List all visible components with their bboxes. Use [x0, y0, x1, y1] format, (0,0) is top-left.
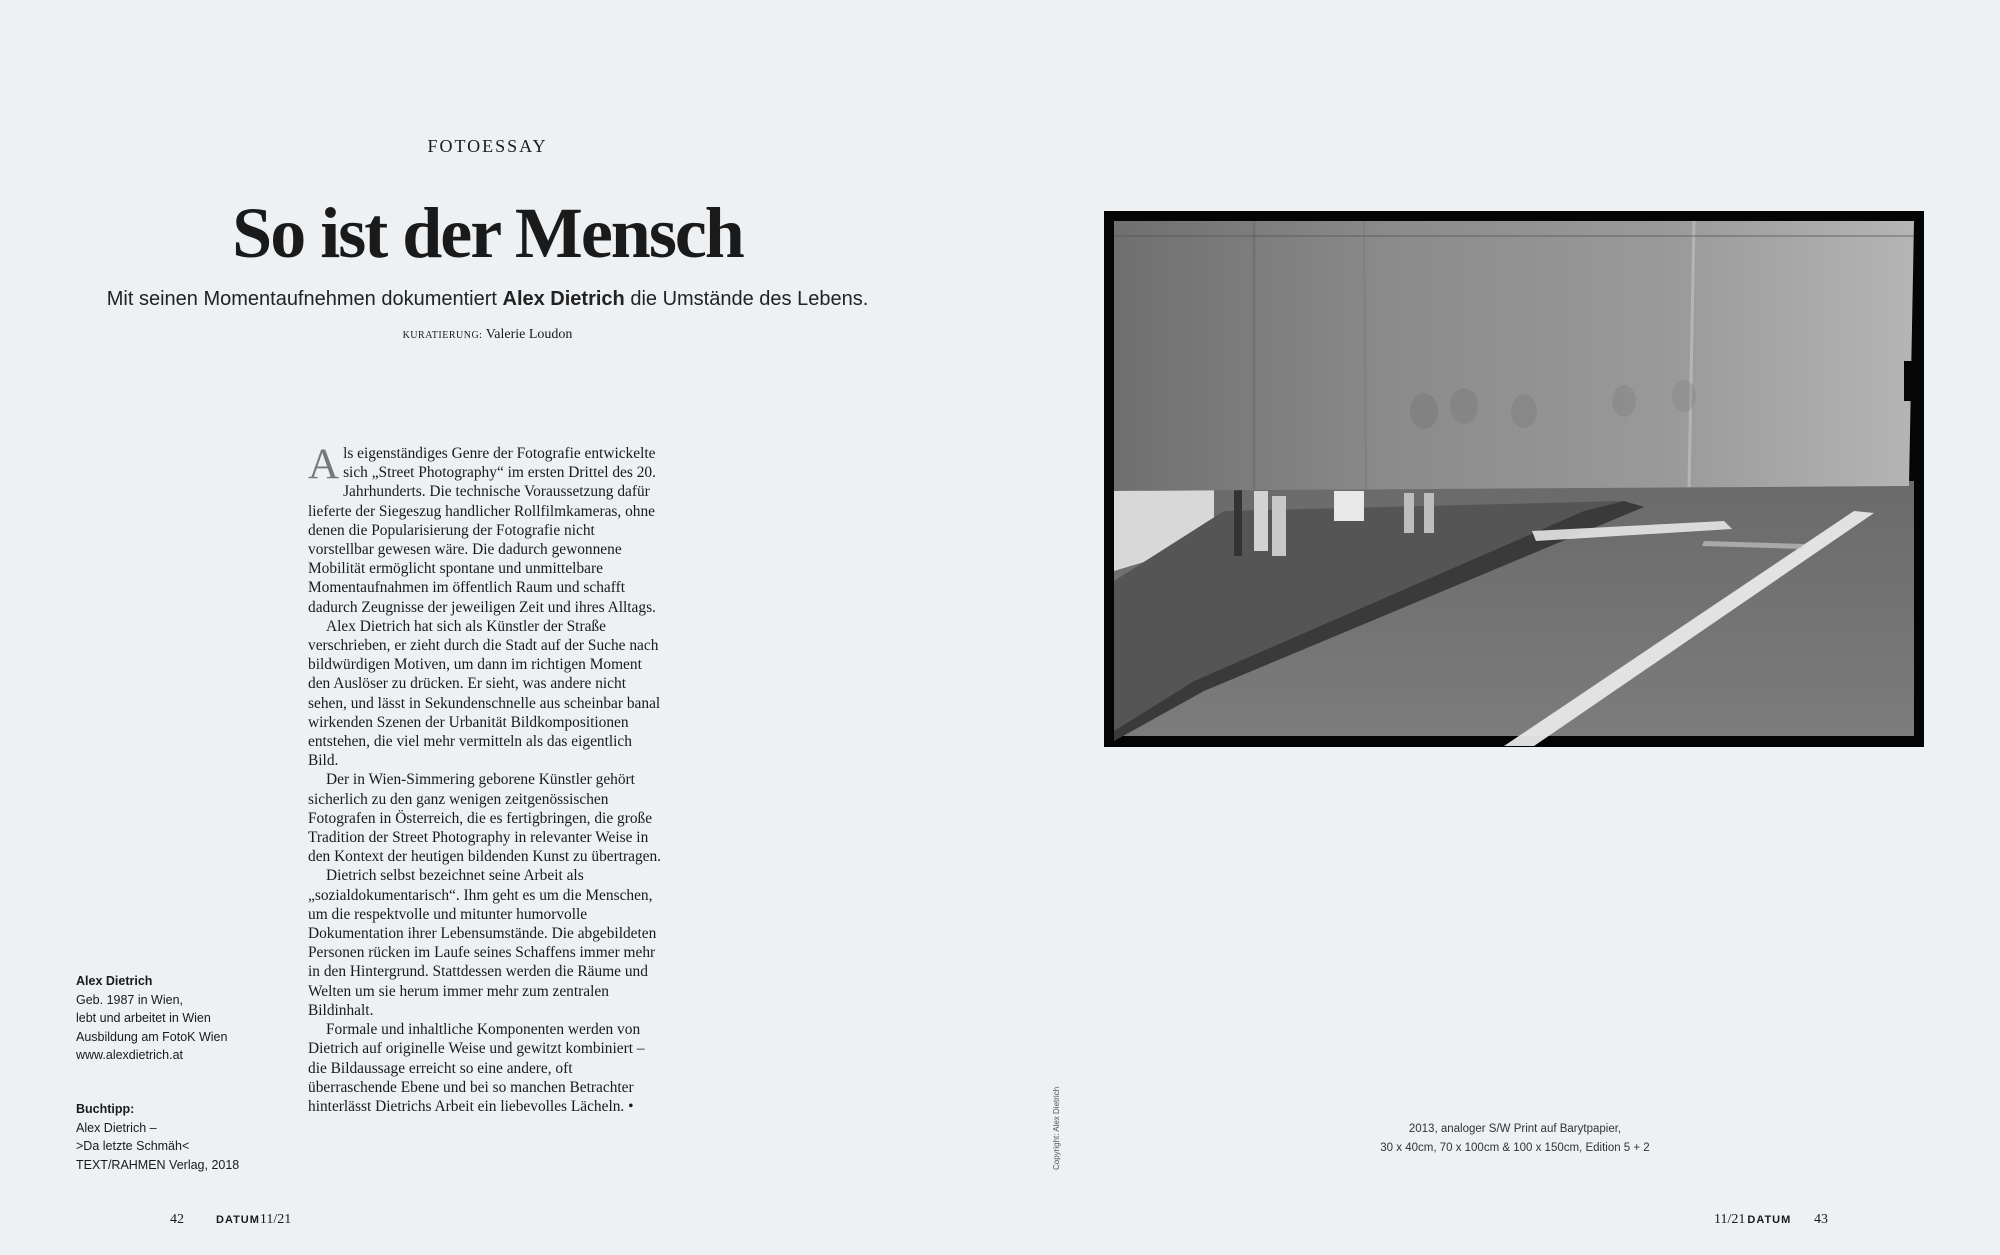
book-tip — [76, 1100, 296, 1174]
bio-website: www.alexdietrich.at — [76, 1048, 183, 1062]
body-paragraph: Dietrich selbst bezeichnet seine Arbeit als „sozialdokumentarisch“. Ihm geht es um die Menschen, um die respektvolle und mitunter humorvolle Dokumentation ihrer Lebensumstände. Die abgebildeten Personen rücken im Laufe seines Schaffens immer mehr in den Hintergrund. Stattdessen werden die Räume und Welten um sie herum immer mehr zum zentralen Bildinhalt. — [308, 867, 657, 1019]
article-headline: So ist der Mensch — [232, 193, 743, 273]
body-paragraph: Der in Wien-Simmering geborene Künstler gehört sicherlich zu den ganz wenigen zeitgenössischen Fotografen in Österreich, die es fertigbringen, die große Tradition der Street Photography in relevanter Weise in den Kontext der heutigen bildenden Kunst zu übertragen. — [308, 771, 662, 866]
author-bio — [76, 972, 296, 1065]
subhead-text-post: die Umstände des Lebens. — [624, 288, 869, 310]
page-number-left: 42 — [170, 1212, 184, 1227]
footer-brand-right — [1714, 1212, 1791, 1228]
body-paragraph-text: ls eigenständiges Genre der Fotografie entwickelte sich „Street Photography“ im ersten Drittel des 20. Jahrhunderts. Die technische Voraussetzung dafür lieferte der Siegeszug handlicher Rollfilmkameras, ohne denen die Popularisierung der Fotografie nicht vorstellbar gewesen wäre. Die dadurch gewonnene Mobilität ermöglicht spontane und unmittelbare Momentaufnahmen im öffentlich Raum und schafft dadurch Zeugnisse der jeweiligen Zeit und ihres Alltags. — [308, 445, 656, 616]
footer-issue: 11/21 — [1714, 1212, 1746, 1227]
bio-name: Alex Dietrich — [76, 974, 153, 988]
booktip-line: TEXT/RAHMEN Verlag, 2018 — [76, 1157, 240, 1172]
photograph-image — [1104, 211, 1924, 747]
photo-caption — [1300, 1120, 1730, 1158]
caption-line: 2013, analoger S/W Print auf Barytpapier, — [1408, 1123, 1622, 1135]
curation-credit — [0, 327, 975, 343]
footer-issue: 11/21 — [259, 1212, 292, 1227]
bio-line: Geb. 1987 in Wien, — [76, 992, 184, 1007]
page-number-right: 43 — [1814, 1212, 1828, 1227]
curation-name: Valerie Loudon — [485, 327, 573, 342]
article-subhead — [0, 288, 975, 311]
photo-copyright: Copyright: Alex Dietrich — [1052, 1086, 1061, 1170]
booktip-line: >Da letzte Schmäh< — [76, 1139, 190, 1153]
bio-line: Ausbildung am FotoK Wien — [76, 1029, 228, 1044]
bio-line: lebt und arbeitet in Wien — [76, 1011, 211, 1025]
body-paragraph — [308, 441, 664, 617]
drop-cap: A — [308, 441, 340, 488]
article-body — [308, 441, 664, 1116]
footer-brand-name: DATUM — [1747, 1214, 1792, 1226]
subhead-author: Alex Dietrich — [502, 288, 625, 310]
body-paragraph: Formale und inhaltliche Komponenten werden von Dietrich auf originelle Weise und gewitzt kombiniert – die Bildaussage erreicht so eine andere, oft überraschende Ebene und bei so manchen Betrachter hinterlässt Dietrichs Arbeit ein liebevolles Lächeln. • — [308, 1021, 645, 1115]
street-photograph — [1104, 211, 1924, 747]
curation-label: KURATIERUNG: — [402, 330, 483, 341]
caption-line: 30 x 40cm, 70 x 100cm & 100 x 150cm, Edition 5 + 2 — [1380, 1142, 1650, 1154]
body-paragraph: Alex Dietrich hat sich als Künstler der Straße verschrieben, er zieht durch die Stadt auf der Suche nach bildwürdigen Motiven, um dann im richtigen Moment den Auslöser zu drücken. Er sieht, was andere nicht sehen, und lässt in Sekundenschnelle aus scheinbar banal wirkenden Szenen der Urbanität Bildkompositionen entstehen, die viel mehr vermitteln als das eigentlich Bild. — [308, 617, 661, 770]
footer-brand-left — [216, 1212, 291, 1228]
footer-brand-name: DATUM — [216, 1214, 260, 1226]
booktip-label: Buchtipp: — [76, 1102, 135, 1116]
booktip-line: Alex Dietrich – — [76, 1120, 157, 1135]
section-kicker: FOTOESSAY — [427, 136, 548, 156]
subhead-text-pre: Mit seinen Momentaufnehmen dokumentiert — [106, 288, 503, 310]
